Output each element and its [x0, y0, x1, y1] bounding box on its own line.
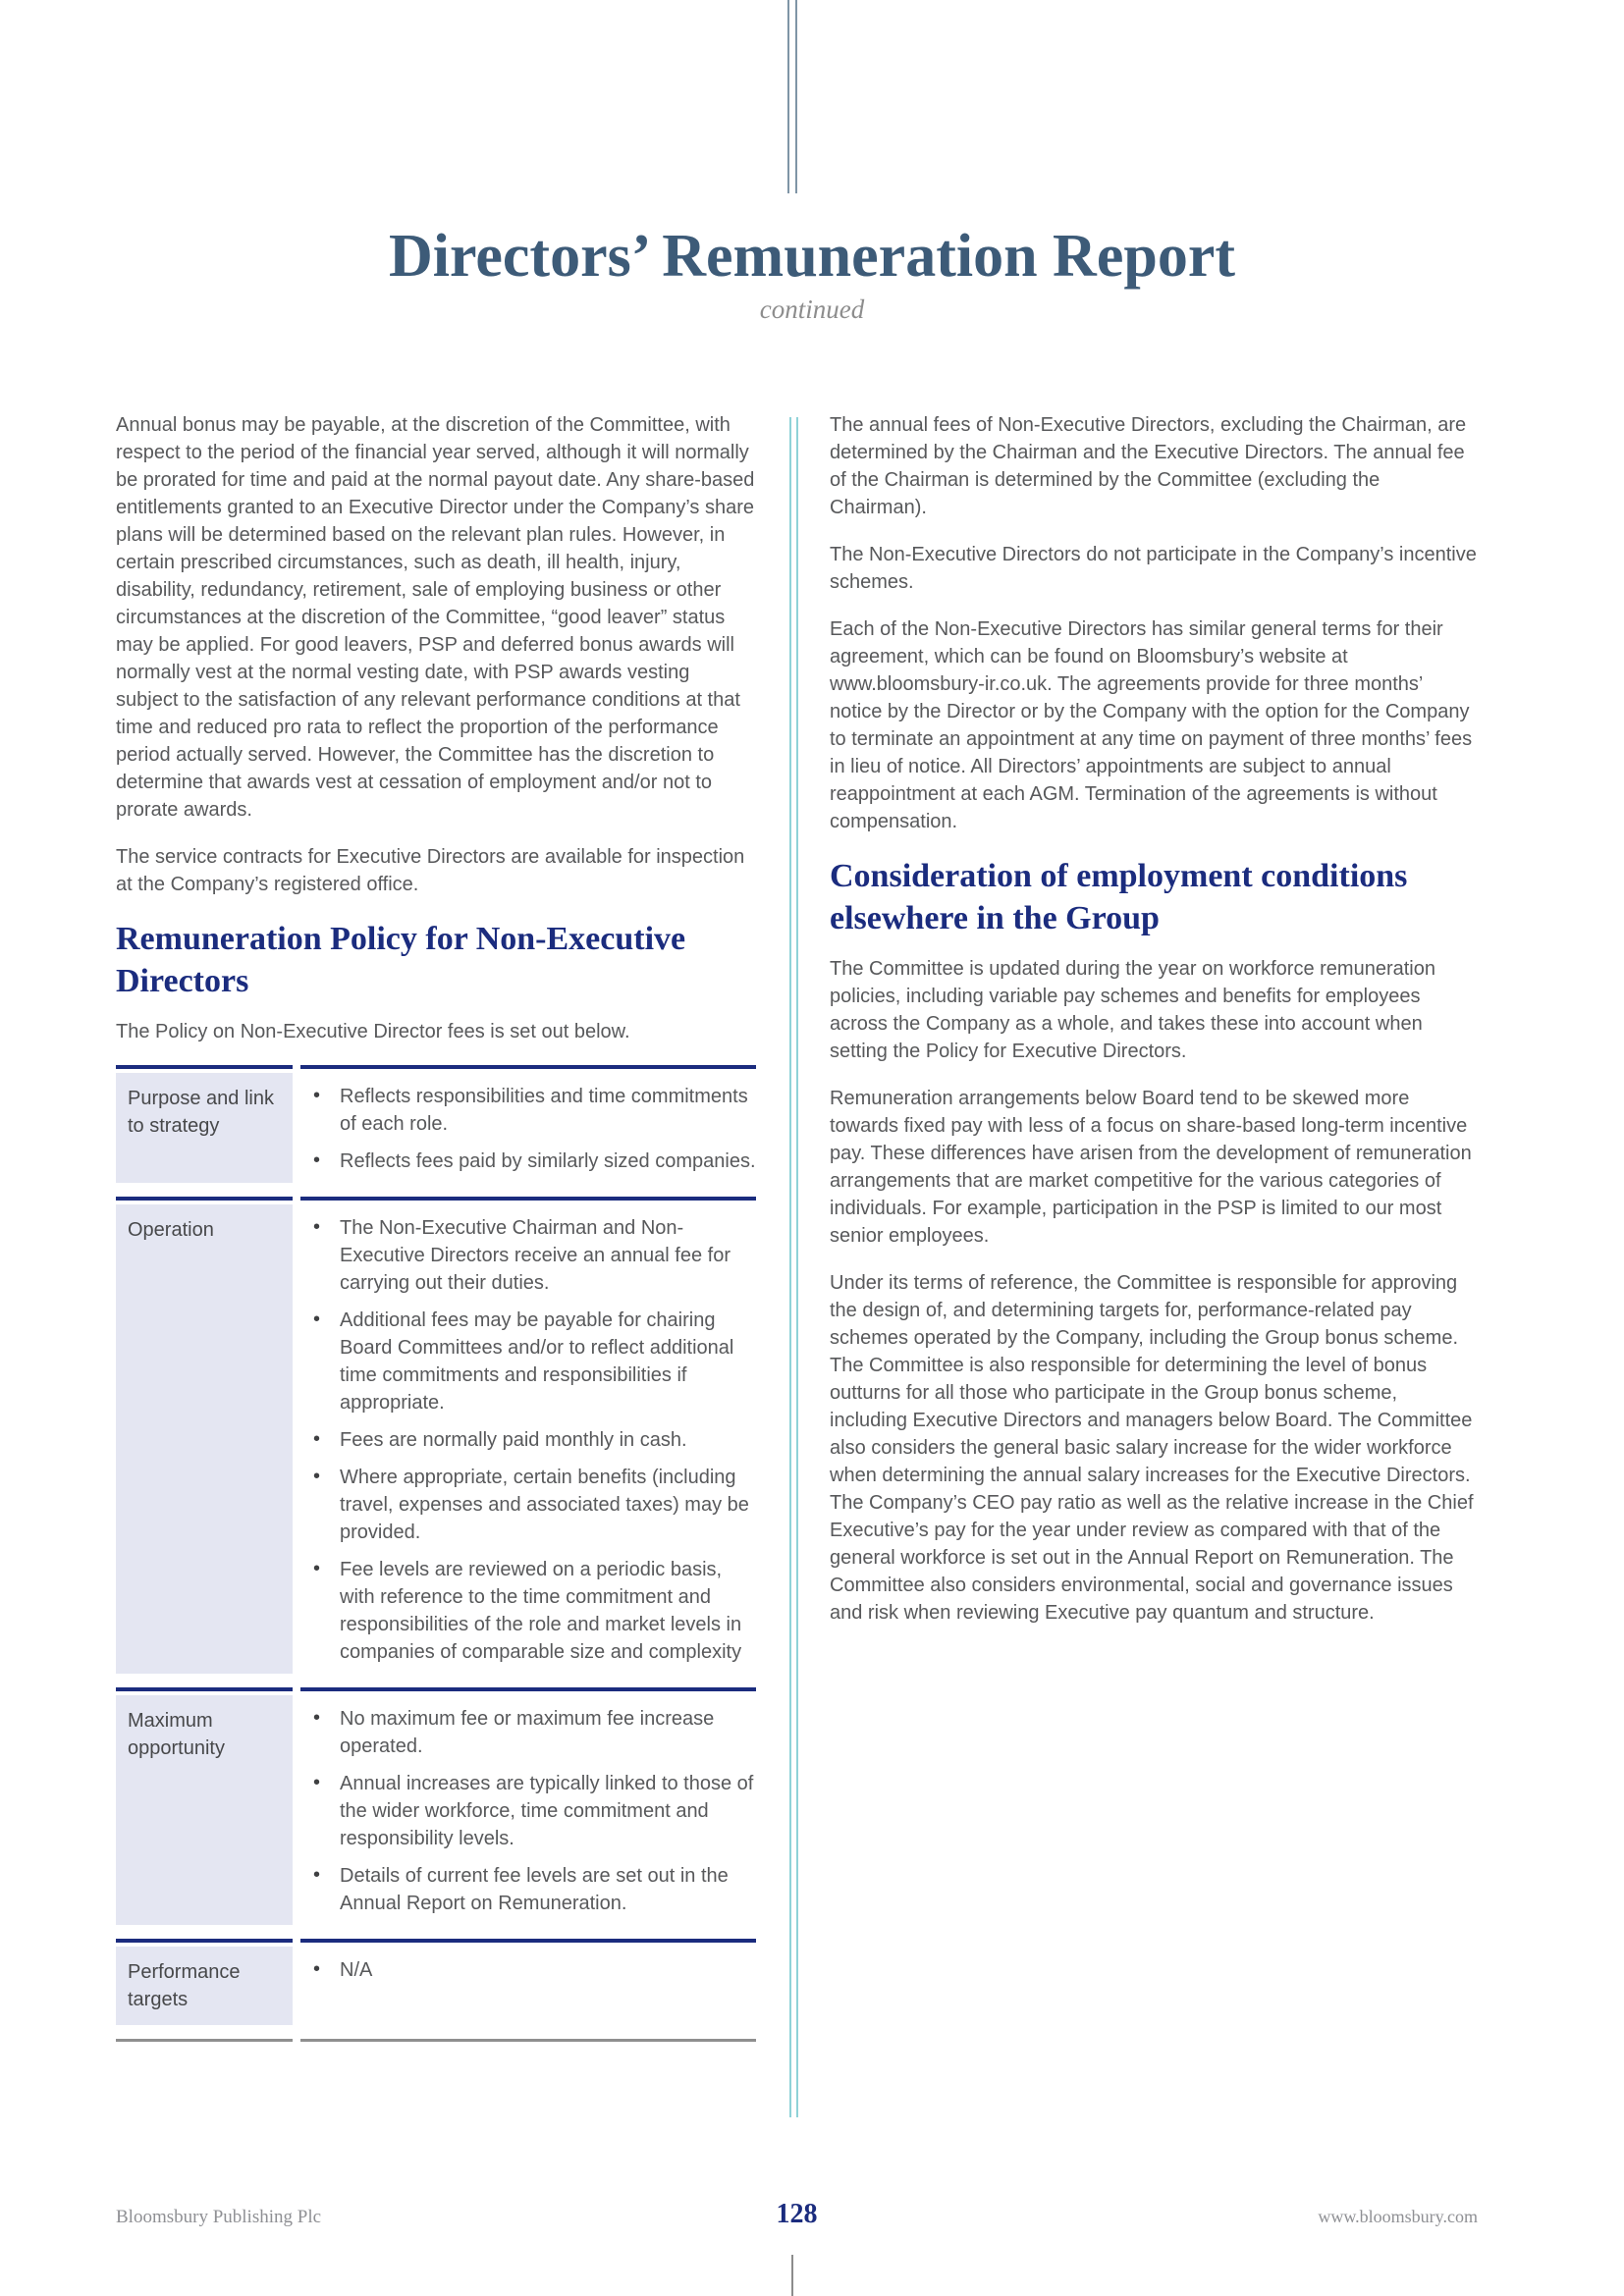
table-content-cell — [300, 1065, 756, 1197]
paragraph-remuneration-arrangements: Remuneration arrangements below Board tend to be skewed more towards fixed pay with less of a focus on share-based long-term incentive pay. These differences have arisen from the development of remuneration arrangements that are market competitive for the various categories of individuals. For example, participation in the PSP is limited to our most senior employees. — [830, 1088, 1472, 1247]
policy-table-intro: The Policy on Non-Executive Director fees is set out below. — [116, 1021, 630, 1042]
bullet-item: • Reflects responsibilities and time commitments of each role. — [300, 1083, 756, 1138]
table-row-purpose — [116, 1065, 756, 1197]
paragraph-incentive-schemes: The Non-Executive Directors do not participate in the Company’s incentive schemes. — [830, 544, 1477, 593]
footer-center-rule — [791, 2255, 793, 2296]
table-label-cell — [116, 2039, 293, 2042]
page-subtitle: continued — [759, 294, 865, 324]
table-rule-gray — [116, 2039, 293, 2042]
bullet-item: • No maximum fee or maximum fee increase operated. — [300, 1705, 756, 1760]
page-title: Directors’ Remuneration Report — [388, 223, 1235, 290]
table-row-label: Performance targets — [116, 1947, 293, 2025]
table-row-label: Purpose and link to strategy — [116, 1073, 293, 1183]
paragraph-annual-fees: The annual fees of Non-Executive Directors, excluding the Chairman, are determined by the Chairman and the Executive Directors. The annual fee of the Chairman is determined by the Committee (excluding the Chairman). — [830, 414, 1467, 518]
table-rule-navy — [116, 1065, 293, 1069]
policy-table — [116, 1065, 756, 2042]
table-row-maximum-opportunity — [116, 1687, 756, 1939]
table-content-cell — [300, 1939, 756, 2039]
page-footer — [116, 2199, 1478, 2230]
bullet-item: • Additional fees may be payable for chairing Board Committees and/or to reflect additional time commitments and responsibilities if appropriate. — [300, 1307, 756, 1416]
bullet-item: • Reflects fees paid by similarly sized companies. — [300, 1148, 756, 1175]
page-number: 128 — [776, 2199, 818, 2229]
paragraph-agreements: Each of the Non-Executive Directors has similar general terms for their agreement, which can be found on Bloomsbury’s website at www.bloomsbury-ir.co.uk. The agreements provide for three months’ notice by the Director or by the Company with the option for the Company to terminate an appointment at any time on payment of three months’ fees in lieu of notice. All Directors’ appointments are subject to annual reappointment at each AGM. Termination of the agreements is without compensation. — [830, 618, 1473, 832]
left-column — [116, 411, 756, 2042]
section-heading-remuneration-policy: Remuneration Policy for Non-Executive Directors — [116, 921, 686, 999]
table-label-cell — [116, 1197, 293, 1687]
table-row-label: Maximum opportunity — [116, 1695, 293, 1925]
table-rule-navy — [116, 1687, 293, 1691]
table-bottom-rule-row — [116, 2039, 756, 2042]
table-row-performance-targets — [116, 1939, 756, 2039]
table-row-operation — [116, 1197, 756, 1687]
table-row-label: Operation — [116, 1204, 293, 1674]
table-label-cell — [116, 1939, 293, 2039]
header-double-rule-left — [787, 0, 789, 193]
paragraph-service-contracts: The service contracts for Executive Directors are available for inspection at the Company’s registered office. — [116, 846, 745, 895]
table-content-cell — [300, 1687, 756, 1939]
table-content-cell — [300, 1197, 756, 1687]
bullet-item: • Where appropriate, certain benefits (including travel, expenses and associated taxes) may be provided. — [300, 1464, 756, 1546]
table-label-cell — [116, 1065, 293, 1197]
section-heading-employment-conditions: Consideration of employment conditions elsewhere in the Group — [830, 858, 1408, 936]
table-rule-navy — [116, 1939, 293, 1943]
bullet-item: • Fees are normally paid monthly in cash. — [300, 1426, 756, 1454]
bullet-list — [300, 1069, 756, 1197]
paragraph-committee-updated: The Committee is updated during the year on workforce remuneration policies, including variable pay schemes and benefits for employees across the Company as a whole, and takes these into account when setting the Policy for Executive Directors. — [830, 958, 1435, 1062]
right-column — [830, 411, 1478, 2042]
footer-website: www.bloomsbury.com — [1318, 2207, 1478, 2226]
column-divider-rule-left — [789, 417, 791, 2117]
bullet-list — [300, 1201, 756, 1687]
table-content-cell — [300, 2039, 756, 2042]
bullet-list — [300, 1943, 756, 2005]
bullet-item: • Details of current fee levels are set out in the Annual Report on Remuneration. — [300, 1862, 756, 1917]
paragraph-annual-bonus: Annual bonus may be payable, at the discretion of the Committee, with respect to the period of the financial year served, although it will normally be prorated for time and paid at the normal payout date. Any share-based entitlements granted to an Executive Director under the Company’s share plans will be determined based on the relevant plan rules. However, in certain prescribed circumstances, such as death, ill health, injury, disability, redundancy, retirement, sale of employing business or other circumstances at the discretion of the Committee, “good leaver” status may be applied. For good leavers, PSP and deferred bonus awards will normally vest at the normal vesting date, with PSP awards vesting subject to the satisfaction of any relevant performance conditions at that time and reduced pro rata to reflect the proportion of the performance period actually served. However, the Committee has the discretion to determine that awards vest at cessation of employment and/or not to prorate awards. — [116, 414, 755, 821]
bullet-item: • Annual increases are typically linked to those of the wider workforce, time commitment and responsibility levels. — [300, 1770, 756, 1852]
table-rule-navy — [116, 1197, 293, 1201]
bullet-item: • Fee levels are reviewed on a periodic basis, with reference to the time commitment and responsibilities of the role and market levels in companies of comparable size and complexity — [300, 1556, 756, 1666]
table-label-cell — [116, 1687, 293, 1939]
column-divider-rule-right — [796, 417, 798, 2117]
paragraph-terms-of-reference: Under its terms of reference, the Committee is responsible for approving the design of, and determining targets for, performance-related pay schemes operated by the Company, including the Group bonus scheme. The Committee is also responsible for determining the level of bonus outturns for all those who participate in the Group bonus scheme, including Executive Directors and managers below Board. The Committee also considers the general basic salary increase for the wider workforce when determining the annual salary increases for the Executive Directors. The Company’s CEO pay ratio as well as the relative increase in the Chief Executive’s pay for the year under review as compared with that of the general workforce is set out in the Annual Report on Remuneration. The Committee also considers environmental, social and governance issues and risk when reviewing Executive pay quantum and structure. — [830, 1272, 1474, 1624]
header-double-rule-right — [795, 0, 797, 193]
bullet-item: • The Non-Executive Chairman and Non-Executive Directors receive an annual fee for carrying out their duties. — [300, 1214, 756, 1297]
bullet-list — [300, 1691, 756, 1939]
table-rule-gray — [300, 2039, 756, 2042]
bullet-item: • N/A — [300, 1956, 756, 1984]
footer-company-name: Bloomsbury Publishing Plc — [116, 2207, 322, 2227]
report-header — [0, 0, 1624, 325]
